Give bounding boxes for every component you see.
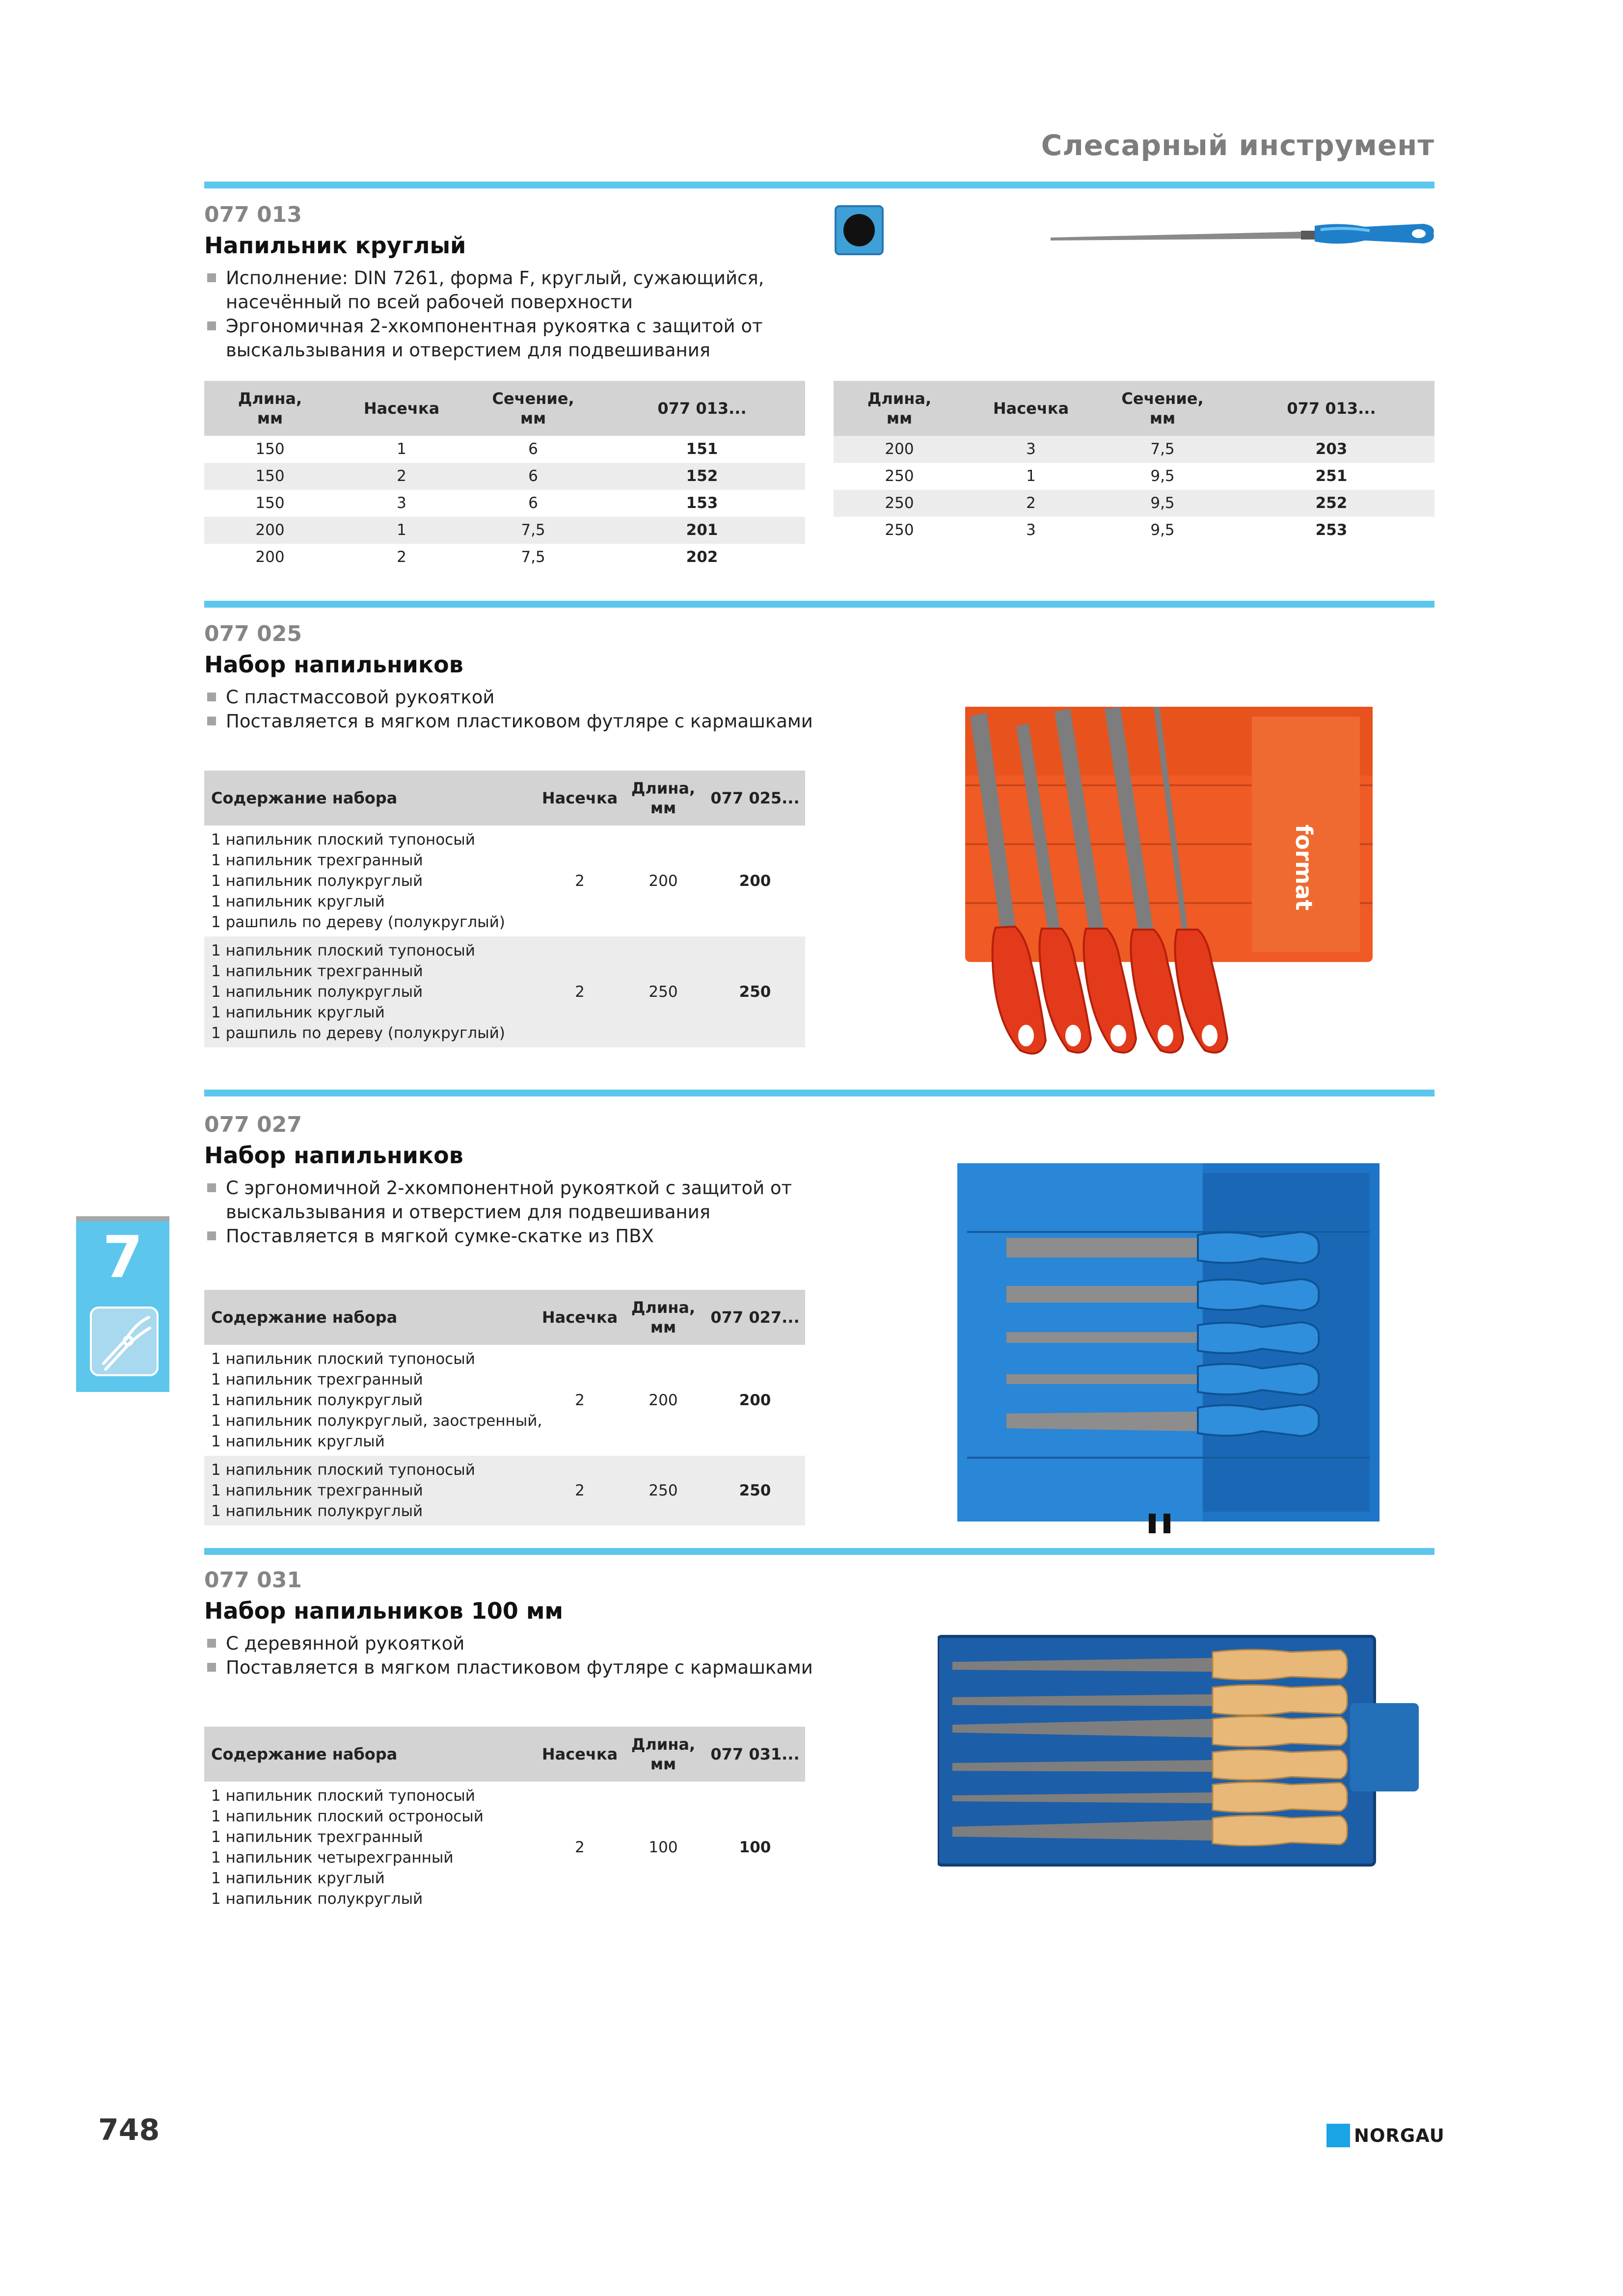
col-header-length: Длина, мм bbox=[622, 1727, 705, 1782]
col-header-cut: Насечка bbox=[538, 1290, 622, 1345]
section-divider bbox=[204, 601, 1434, 608]
col-header-length: Длина, мм bbox=[622, 771, 705, 826]
spec-table-right bbox=[834, 381, 1434, 544]
col-header-length: Длина, мм bbox=[622, 1290, 705, 1345]
table-row: 150 3 6 153 bbox=[255, 494, 718, 512]
set-contents: 1 напильник плоский тупоносый 1 напильник трехгранный 1 напильник полукруглый bbox=[204, 1456, 538, 1525]
product-sku: 077 031 bbox=[204, 1568, 302, 1593]
feature-item: Эргономичная 2-хкомпонентная рукоятка с защитой от выскальзывания и отверстием для подвешивания bbox=[204, 314, 764, 362]
section-divider bbox=[204, 182, 1434, 188]
col-header-code: 077 027... bbox=[705, 1290, 805, 1345]
section-divider bbox=[204, 1548, 1434, 1555]
file-set-wooden-handles-image bbox=[938, 1634, 1424, 1870]
set-contents: 1 напильник плоский тупоносый 1 напильник плоский остроносый 1 напильник трехгранный 1 напильник четырехгранный 1 напильник круглый 1 напильник полукруглый bbox=[211, 1787, 484, 1908]
col-header-length: Длина, мм bbox=[204, 381, 336, 436]
col-header-section: Сечение, мм bbox=[1097, 381, 1228, 436]
table-row: 150 1 6 151 bbox=[255, 440, 718, 458]
feature-item: Поставляется в мягком пластиковом футляре с кармашками bbox=[204, 709, 813, 733]
col-header-cut: Насечка bbox=[538, 1727, 622, 1782]
file-set-blue-roll-image bbox=[957, 1163, 1380, 1536]
product-section-077025 bbox=[204, 619, 813, 733]
col-header-cut: Насечка bbox=[538, 771, 622, 826]
feature-item: Исполнение: DIN 7261, форма F, круглый, сужающийся, насечённый по всей рабочей поверхности bbox=[204, 266, 764, 314]
set-table-077027 bbox=[204, 1290, 805, 1525]
file-set-orange-pouch-image bbox=[957, 687, 1380, 1065]
page-number: 748 bbox=[98, 2113, 160, 2147]
brand-name: NORGAU bbox=[1354, 2125, 1445, 2146]
chapter-number: 7 bbox=[102, 1223, 143, 1291]
table-row: 1 напильник плоский тупоносый 1 напильник трехгранный 1 напильник полукруглый 1 напильник полукруглый, заостренный, 1 напильник круглый 2 200 200 bbox=[204, 1345, 805, 1456]
product-title: Напильник круглый bbox=[204, 232, 466, 259]
col-header-contents: Содержание набора bbox=[204, 771, 538, 826]
feature-item: С деревянной рукояткой bbox=[204, 1631, 813, 1655]
table-row: 150 2 6 152 bbox=[204, 463, 805, 490]
col-header-contents: Содержание набора bbox=[204, 1727, 538, 1782]
pliers-icon bbox=[90, 1307, 159, 1376]
table-row: 1 напильник плоский тупоносый 1 напильник плоский остроносый 1 напильник трехгранный 1 напильник четырехгранный 1 напильник круглый 1 напильник полукруглый 2 100 100 bbox=[204, 1782, 805, 1913]
product-sku: 077 025 bbox=[204, 621, 302, 646]
set-contents: 1 напильник плоский тупоносый 1 напильник трехгранный 1 напильник полукруглый 1 напильник круглый 1 рашпиль по дереву (полукруглый) bbox=[211, 831, 505, 931]
feature-item: С пластмассовой рукояткой bbox=[204, 685, 813, 709]
table-row: 200 2 7,5 202 bbox=[255, 548, 718, 566]
brand-square-icon bbox=[1326, 2124, 1350, 2147]
col-header-section: Сечение, мм bbox=[467, 381, 599, 436]
feature-item: Поставляется в мягком пластиковом футляре с кармашками bbox=[204, 1655, 813, 1680]
table-row: 200 1 7,5 201 bbox=[204, 517, 805, 544]
round-cross-section-icon bbox=[835, 205, 884, 255]
product-sku: 077 027 bbox=[204, 1112, 302, 1137]
col-header-code: 077 013... bbox=[1228, 381, 1434, 436]
round-file-image bbox=[1046, 211, 1438, 255]
set-contents: 1 напильник плоский тупоносый 1 напильник трехгранный 1 напильник полукруглый 1 напильник полукруглый, заостренный, 1 напильник круглый bbox=[211, 1350, 542, 1450]
feature-list bbox=[204, 1631, 813, 1680]
table-row: 1 напильник плоский тупоносый 1 напильник трехгранный 1 напильник полукруглый 2 250 250 bbox=[204, 1456, 805, 1525]
section-divider bbox=[204, 1090, 1434, 1096]
table-row: 1 напильник плоский тупоносый 1 напильник трехгранный 1 напильник полукруглый 1 напильник круглый 1 рашпиль по дереву (полукруглый) 2 200 200 bbox=[204, 826, 805, 936]
col-header-cut: Насечка bbox=[336, 381, 467, 436]
table-row: 200 3 7,5 203 bbox=[834, 436, 1434, 463]
spec-table-left bbox=[204, 381, 805, 571]
col-header-cut: Насечка bbox=[965, 381, 1097, 436]
col-header-length: Длина, мм bbox=[834, 381, 965, 436]
table-row: 250 2 9,5 252 bbox=[834, 490, 1434, 517]
col-header-code: 077 013... bbox=[599, 381, 805, 436]
chapter-tab bbox=[76, 1220, 169, 1392]
svg-text:format: format bbox=[1291, 825, 1317, 911]
product-title: Набор напильников 100 мм bbox=[204, 1598, 564, 1624]
col-header-code: 077 031... bbox=[705, 1727, 805, 1782]
product-title: Набор напильников bbox=[204, 1142, 463, 1169]
feature-list bbox=[204, 1176, 792, 1248]
product-section-077013 bbox=[204, 200, 764, 362]
page-header-title: Слесарный инструмент bbox=[1041, 129, 1434, 162]
col-header-contents: Содержание набора bbox=[204, 1290, 538, 1345]
feature-list bbox=[204, 266, 764, 362]
brand-logo bbox=[1326, 2124, 1445, 2147]
feature-list bbox=[204, 685, 813, 733]
product-section-077027 bbox=[204, 1110, 792, 1248]
table-row: 250 3 9,5 253 bbox=[885, 521, 1348, 539]
set-contents: 1 напильник плоский тупоносый 1 напильник трехгранный 1 напильник полукруглый 1 напильник круглый 1 рашпиль по дереву (полукруглый) bbox=[204, 936, 538, 1047]
product-title: Набор напильников bbox=[204, 651, 463, 678]
table-row: 1 напильник плоский тупоносый 1 напильник трехгранный 1 напильник полукруглый 1 напильник круглый 1 рашпиль по дереву (полукруглый) 2 250 250 bbox=[204, 936, 805, 1047]
set-table-077025 bbox=[204, 771, 805, 1047]
product-sku: 077 013 bbox=[204, 202, 302, 227]
table-row: 250 1 9,5 251 bbox=[885, 467, 1348, 485]
feature-item: С эргономичной 2-хкомпонентной рукояткой с защитой от выскальзывания и отверстием для подвешивания bbox=[204, 1176, 792, 1224]
product-section-077031 bbox=[204, 1566, 813, 1680]
feature-item: Поставляется в мягкой сумке-скатке из ПВХ bbox=[204, 1224, 792, 1248]
col-header-code: 077 025... bbox=[705, 771, 805, 826]
set-table-077031 bbox=[204, 1727, 805, 1913]
